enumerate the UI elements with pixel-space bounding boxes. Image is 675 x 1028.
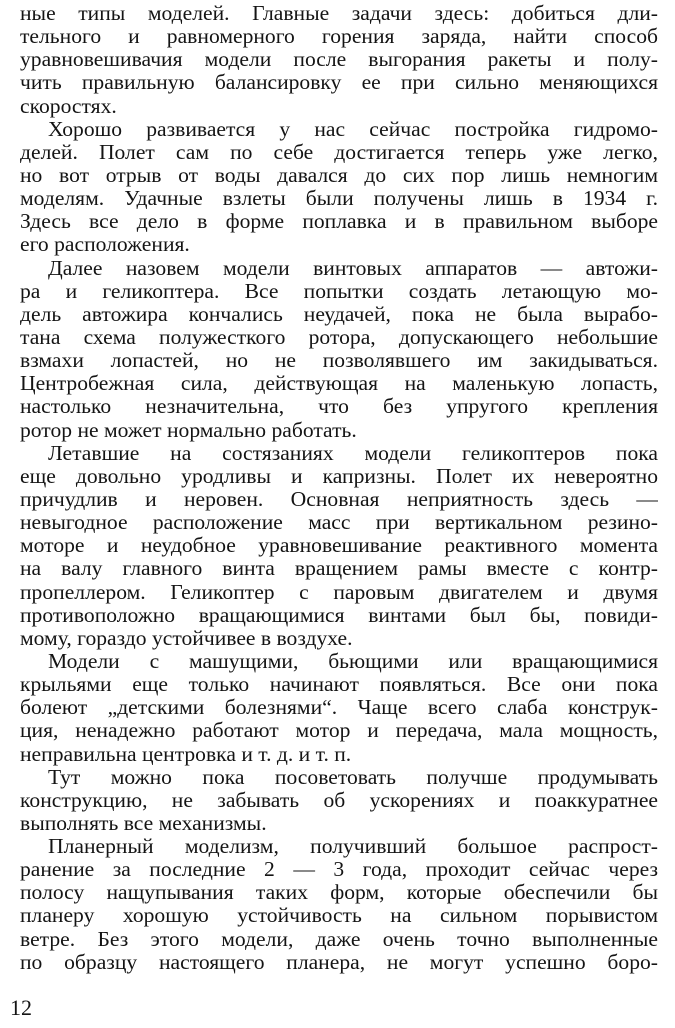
text-line: причудлив и неровен. Основная неприятность здесь — bbox=[20, 487, 658, 511]
text-line: ра и геликоптера. Все попытки создать летающую мо- bbox=[20, 279, 658, 303]
text-line: еще довольно уродливы и капризны. Полет их невероятно bbox=[20, 464, 658, 488]
text-line: Модели с машущими, бьющими или вращающимися bbox=[48, 649, 658, 673]
text-line: ция, ненадежно работают мотор и передача, мала мощность, bbox=[20, 719, 658, 743]
text-line: чить правильную балансировку ее при сильно меняющихся bbox=[20, 71, 658, 95]
text-line: делей. Полет сам по себе достигается теперь уже легко, bbox=[20, 140, 658, 164]
text-line: моторе и неудобное уравновешивание реактивного момента bbox=[20, 534, 658, 558]
page-number: 12 bbox=[10, 995, 32, 1020]
text-line: настолько незначительна, что без упругого крепления bbox=[20, 395, 658, 419]
text-line: Здесь все дело в форме поплавка и в правильном выборе bbox=[20, 210, 658, 234]
text-line: дель автожира кончались неудачей, пока не была вырабо- bbox=[20, 302, 658, 326]
text-line: на валу главного винта вращением рамы вместе с контр- bbox=[20, 557, 658, 581]
text-line: скоростях. bbox=[20, 94, 117, 118]
text-line: тельного и равномерного горения заряда, найти способ bbox=[20, 25, 658, 49]
text-line: мому, гораздо устойчивее в воздухе. bbox=[20, 626, 353, 650]
text-line: Тут можно пока посоветовать получше продумывать bbox=[48, 765, 658, 789]
text-line: выполнять все механизмы. bbox=[20, 811, 267, 835]
text-line: ные типы моделей. Главные задачи здесь: добиться дли- bbox=[20, 2, 658, 25]
text-line: конструкцию, не забывать об ускорениях и поаккуратнее bbox=[20, 788, 658, 812]
text-line: крыльями еще только начинают появляться. Все они пока bbox=[20, 673, 658, 697]
text-line: ротор не может нормально работать. bbox=[20, 418, 357, 442]
text-line: Хорошо развивается у нас сейчас постройка гидромо- bbox=[48, 117, 658, 141]
text-line: пропеллером. Геликоптер с паровым двигателем и двумя bbox=[20, 580, 658, 604]
text-line: его расположения. bbox=[20, 233, 190, 257]
text-line: противоположно вращающимися винтами был бы, повиди- bbox=[20, 603, 658, 627]
text-line: по образцу настоящего планера, не могут успешно боро- bbox=[20, 950, 658, 974]
text-line: моделям. Удачные взлеты были получены лишь в 1934 г. bbox=[20, 187, 658, 211]
text-line: Далее назовем модели винтовых аппаратов — автожи- bbox=[48, 256, 658, 280]
text-line: невыгодное расположение масс при вертикальном резино- bbox=[20, 511, 658, 535]
text-line: планеру хорошую устойчивость на сильном порывистом bbox=[20, 904, 658, 928]
text-line: болеют „детскими болезнями“. Чаще всего слаба конструк- bbox=[20, 696, 658, 720]
text-line: Летавшие на состязаниях модели геликоптеров пока bbox=[48, 441, 658, 465]
text-line: но вот отрыв от воды давался до сих пор лишь немногим bbox=[20, 163, 658, 187]
body-text bbox=[20, 2, 658, 974]
text-line: уравновешивачия модели после выгорания ракеты и полу- bbox=[20, 48, 658, 72]
text-line: полосу нащупывания таких форм, которые обеспечили бы bbox=[20, 881, 658, 905]
text-line: Планерный моделизм, получивший большое распрост- bbox=[48, 835, 658, 859]
text-line: ранение за последние 2 — 3 года, проходит сейчас через bbox=[20, 858, 658, 882]
text-line: неправильна центровка и т. д. и т. п. bbox=[20, 742, 352, 766]
text-line: Центробежная сила, действующая на маленькую лопасть, bbox=[20, 372, 658, 396]
text-line: тана схема полужесткого ротора, допускающего небольшие bbox=[20, 325, 658, 349]
text-line: ветре. Без этого модели, даже очень точно выполненные bbox=[20, 927, 658, 951]
text-line: взмахи лопастей, но не позволявшего им закидываться. bbox=[20, 349, 658, 373]
